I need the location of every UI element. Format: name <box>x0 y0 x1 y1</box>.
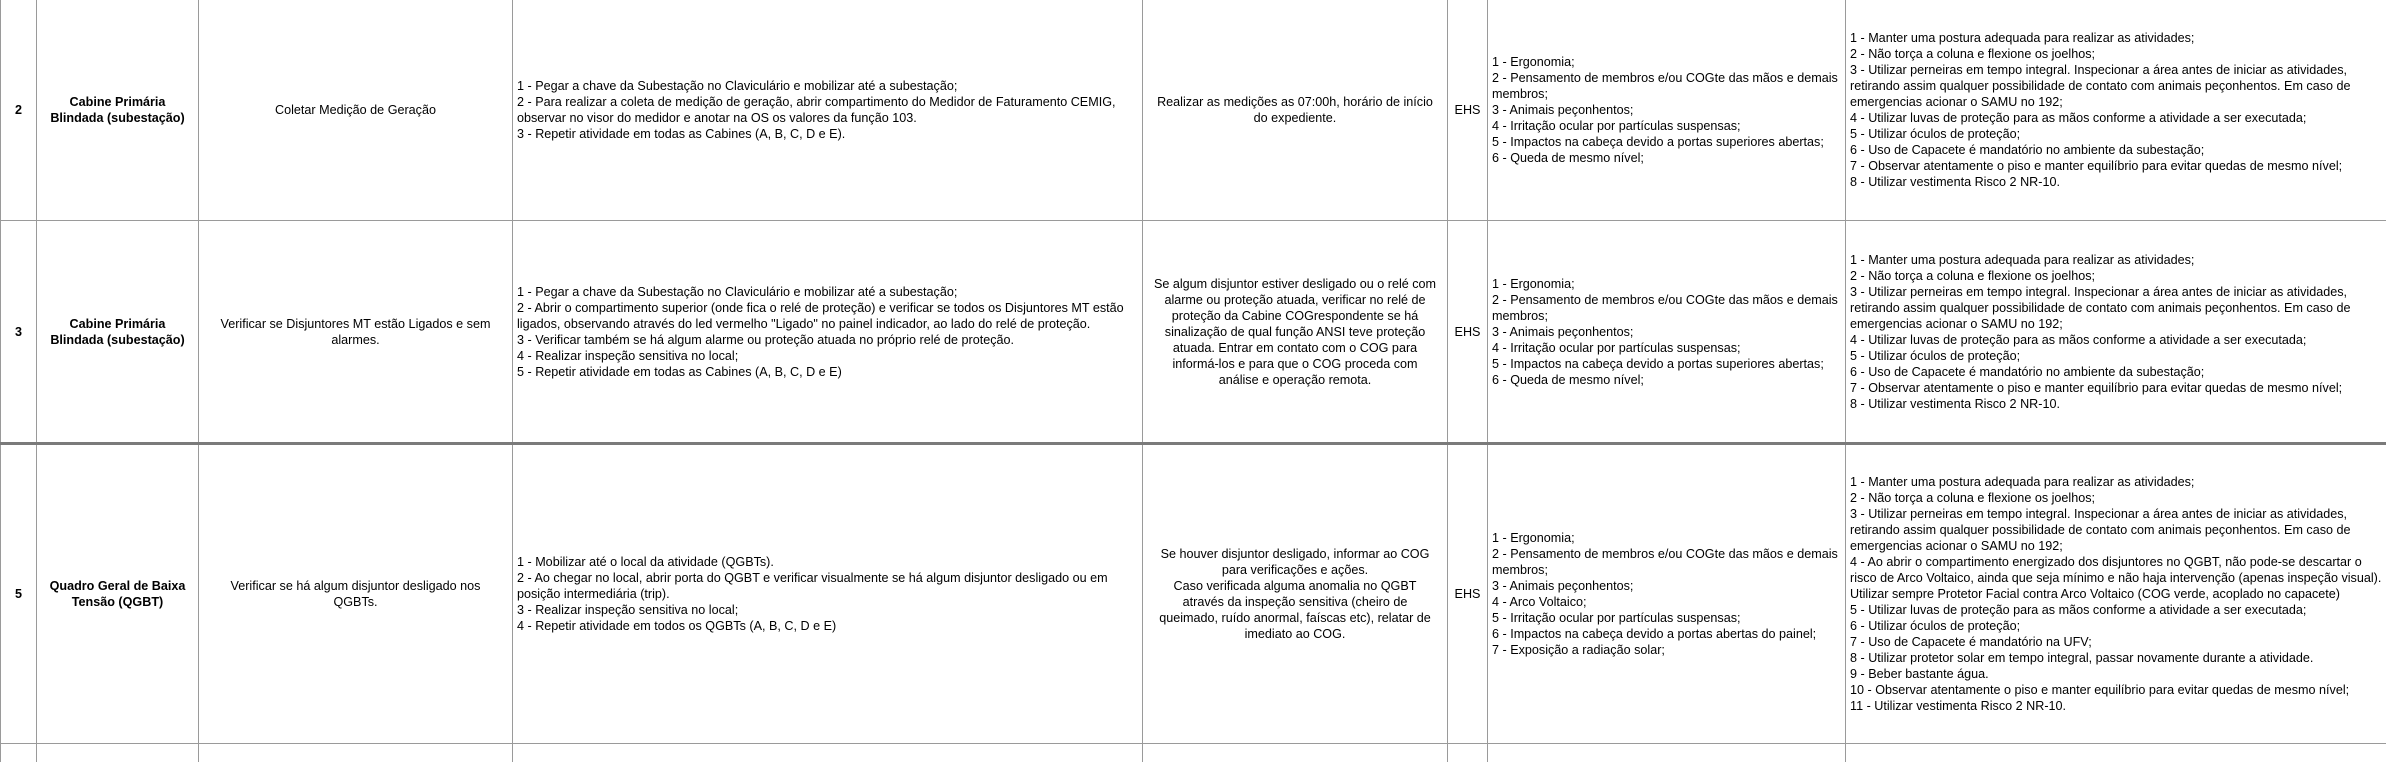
step-line: 1 - Mobilizar até o local da atividade (QGBTs). <box>517 555 774 569</box>
risk-line: 4 - Irritação ocular por partículas suspensas; <box>1492 119 1741 133</box>
controls-cell[interactable] <box>1846 0 2386 221</box>
table-row <box>1 444 2386 744</box>
table-row <box>1 0 2386 221</box>
step-line: 4 - Repetir atividade em todos os QGBTs (A, B, C, D e E) <box>517 619 837 633</box>
risks-cell[interactable] <box>1488 0 1846 221</box>
steps-cell[interactable] <box>513 444 1143 744</box>
table-row-partial <box>1 744 2386 762</box>
control-line: 7 - Observar atentamente o piso e manter equilíbrio para evitar quedas de mesmo nível; <box>1850 159 2343 173</box>
control-line: 11 - Utilizar vestimenta Risco 2 NR-10. <box>1850 699 2067 713</box>
risk-line: 7 - Exposição a radiação solar; <box>1492 643 1665 657</box>
control-line: 4 - Ao abrir o compartimento energizado dos disjuntores no QGBT, não pode-se descartar o risco de Arco Voltaico, ainda que seja mínimo e não haja intervenção (apenas inspeção visual). Utilizar sempre Protetor Facial contra Arco Voltaico (COG verde, acoplado no capacete) <box>1850 555 2382 601</box>
control-line: 5 - Utilizar luvas de proteção para as mãos conforme a atividade a ser executada; <box>1850 603 2307 617</box>
control-line: 1 - Manter uma postura adequada para realizar as atividades; <box>1850 475 2195 489</box>
control-line: 8 - Utilizar vestimenta Risco 2 NR-10. <box>1850 175 2060 189</box>
row-number-cell[interactable]: 5 <box>1 444 37 744</box>
control-line: 7 - Observar atentamente o piso e manter equilíbrio para evitar quedas de mesmo nível; <box>1850 380 2343 395</box>
table-row <box>1 221 2386 444</box>
step-line: 1 - Pegar a chave da Subestação no Claviculário e mobilizar até a subestação; <box>517 79 958 93</box>
step-line: 2 - Abrir o compartimento superior (onde fica o relé de proteção) e verificar se todos os Disjuntores MT estão ligados, observando através do led vermelho "Ligado" no painel indicador, ao lado do relé de proteção. <box>517 300 1124 331</box>
location-cell[interactable]: Cabine Primária Blindada (subestação) <box>37 0 199 221</box>
activity-cell[interactable]: Coletar Medição de Geração <box>199 0 513 221</box>
risk-line: 3 - Animais peçonhentos; <box>1492 579 1634 593</box>
risks-cell[interactable] <box>1488 444 1846 744</box>
risk-line: 5 - Impactos na cabeça devido a portas superiores abertas; <box>1492 135 1824 149</box>
empty-cell[interactable] <box>1 744 37 762</box>
row-number-cell[interactable]: 2 <box>1 0 37 221</box>
risk-line: 5 - Impactos na cabeça devido a portas superiores abertas; <box>1492 356 1824 371</box>
activity-cell[interactable]: Verificar se há algum disjuntor desligado nos QGBTs. <box>199 444 513 744</box>
risk-line: 2 - Pensamento de membros e/ou COGte das mãos e demais membros; <box>1492 292 1838 323</box>
control-line: 2 - Não torça a coluna e flexione os joelhos; <box>1850 47 2096 61</box>
control-line: 4 - Utilizar luvas de proteção para as mãos conforme a atividade a ser executada; <box>1850 111 2307 125</box>
control-line: 9 - Beber bastante água. <box>1850 667 1989 681</box>
step-line: 4 - Realizar inspeção sensitiva no local; <box>517 348 739 363</box>
control-line: 7 - Uso de Capacete é mandatório na UFV; <box>1850 635 2092 649</box>
step-line: 2 - Para realizar a coleta de medição de geração, abrir compartimento do Medidor de Faturamento CEMIG, observar no visor do medidor e anotar na OS os valores da função 103. <box>517 95 1116 125</box>
empty-cell[interactable] <box>1846 744 2386 762</box>
risk-line: 6 - Impactos na cabeça devido a portas abertas do painel; <box>1492 627 1817 641</box>
area-cell[interactable]: EHS <box>1448 221 1488 444</box>
empty-cell[interactable] <box>1143 744 1448 762</box>
risk-line: 4 - Arco Voltaico; <box>1492 595 1587 609</box>
control-line: 3 - Utilizar perneiras em tempo integral. Inspecionar a área antes de iniciar as atividades, retirando assim qualquer possibilidade de contato com animais peçonhentos. Em caso de emergencias acionar o SAMU no 192; <box>1850 63 2351 109</box>
location-cell[interactable]: Cabine Primária Blindada (subestação) <box>37 221 199 444</box>
control-line: 1 - Manter uma postura adequada para realizar as atividades; <box>1850 31 2195 45</box>
step-line: 3 - Repetir atividade em todas as Cabines (A, B, C, D e E). <box>517 127 846 141</box>
control-line: 8 - Utilizar protetor solar em tempo integral, passar novamente durante a atividade. <box>1850 651 2314 665</box>
area-cell[interactable]: EHS <box>1448 0 1488 221</box>
risk-line: 2 - Pensamento de membros e/ou COGte das mãos e demais membros; <box>1492 547 1838 577</box>
risk-line: 2 - Pensamento de membros e/ou COGte das mãos e demais membros; <box>1492 71 1838 101</box>
risk-line: 5 - Irritação ocular por partículas suspensas; <box>1492 611 1741 625</box>
observation-cell[interactable]: Se houver disjuntor desligado, informar ao COG para verificações e ações. Caso verificada alguma anomalia no QGBT através da inspeção sensitiva (cheiro de queimado, ruído anormal, faíscas etc), relatar de imediato ao COG. <box>1143 444 1448 744</box>
empty-cell[interactable] <box>513 744 1143 762</box>
row-number-cell[interactable]: 3 <box>1 221 37 444</box>
step-line: 3 - Realizar inspeção sensitiva no local; <box>517 603 739 617</box>
risk-line: 6 - Queda de mesmo nível; <box>1492 151 1644 165</box>
empty-cell[interactable] <box>37 744 199 762</box>
empty-cell[interactable] <box>1488 744 1846 762</box>
control-line: 2 - Não torça a coluna e flexione os joelhos; <box>1850 491 2096 505</box>
control-line: 3 - Utilizar perneiras em tempo integral. Inspecionar a área antes de iniciar as atividades, retirando assim qualquer possibilidade de contato com animais peçonhentos. Em caso de emergencias acionar o SAMU no 192; <box>1850 507 2351 553</box>
control-line: 6 - Uso de Capacete é mandatório no ambiente da subestação; <box>1850 143 2205 157</box>
empty-cell[interactable] <box>1448 744 1488 762</box>
risks-cell[interactable] <box>1488 221 1846 444</box>
control-line: 5 - Utilizar óculos de proteção; <box>1850 348 2021 363</box>
risk-line: 1 - Ergonomia; <box>1492 55 1575 69</box>
risk-line: 6 - Queda de mesmo nível; <box>1492 372 1644 387</box>
control-line: 8 - Utilizar vestimenta Risco 2 NR-10. <box>1850 396 2060 411</box>
controls-cell[interactable] <box>1846 221 2386 444</box>
steps-cell[interactable] <box>513 0 1143 221</box>
step-line: 3 - Verificar também se há algum alarme ou proteção atuada no próprio relé de proteção. <box>517 332 1015 347</box>
control-line: 10 - Observar atentamente o piso e manter equilíbrio para evitar quedas de mesmo nível; <box>1850 683 2350 697</box>
observation-cell[interactable]: Se algum disjuntor estiver desligado ou o relé com alarme ou proteção atuada, verificar no relé de proteção da Cabine COGrespondente se há sinalização de qual função ANSI teve proteção atuada. Entrar em contato com o COG para informá-los e para que o COG proceda com análise e operação remota. <box>1143 221 1448 444</box>
risk-line: 3 - Animais peçonhentos; <box>1492 103 1634 117</box>
step-line: 5 - Repetir atividade em todas as Cabines (A, B, C, D e E) <box>517 364 842 379</box>
step-line: 1 - Pegar a chave da Subestação no Claviculário e mobilizar até a subestação; <box>517 284 958 299</box>
control-line: 5 - Utilizar óculos de proteção; <box>1850 127 2021 141</box>
control-line: 3 - Utilizar perneiras em tempo integral. Inspecionar a área antes de iniciar as atividades, retirando assim qualquer possibilidade de contato com animais peçonhentos. Em caso de emergencias acionar o SAMU no 192; <box>1850 284 2351 331</box>
step-line: 2 - Ao chegar no local, abrir porta do QGBT e verificar visualmente se há algum disjuntor desligado ou em posição intermediária (trip). <box>517 571 1108 601</box>
control-line: 2 - Não torça a coluna e flexione os joelhos; <box>1850 268 2096 283</box>
empty-cell[interactable] <box>199 744 513 762</box>
location-cell[interactable]: Quadro Geral de Baixa Tensão (QGBT) <box>37 444 199 744</box>
controls-cell[interactable] <box>1846 444 2386 744</box>
control-line: 4 - Utilizar luvas de proteção para as mãos conforme a atividade a ser executada; <box>1850 332 2307 347</box>
risk-line: 1 - Ergonomia; <box>1492 531 1575 545</box>
observation-cell[interactable]: Realizar as medições as 07:00h, horário de início do expediente. <box>1143 0 1448 221</box>
steps-cell[interactable] <box>513 221 1143 444</box>
risk-line: 3 - Animais peçonhentos; <box>1492 324 1634 339</box>
control-line: 6 - Utilizar óculos de proteção; <box>1850 619 2021 633</box>
control-line: 6 - Uso de Capacete é mandatório no ambiente da subestação; <box>1850 364 2205 379</box>
control-line: 1 - Manter uma postura adequada para realizar as atividades; <box>1850 252 2195 267</box>
risk-line: 4 - Irritação ocular por partículas suspensas; <box>1492 340 1741 355</box>
activity-cell[interactable]: Verificar se Disjuntores MT estão Ligados e sem alarmes. <box>199 221 513 444</box>
risk-line: 1 - Ergonomia; <box>1492 276 1575 291</box>
area-cell[interactable]: EHS <box>1448 444 1488 744</box>
